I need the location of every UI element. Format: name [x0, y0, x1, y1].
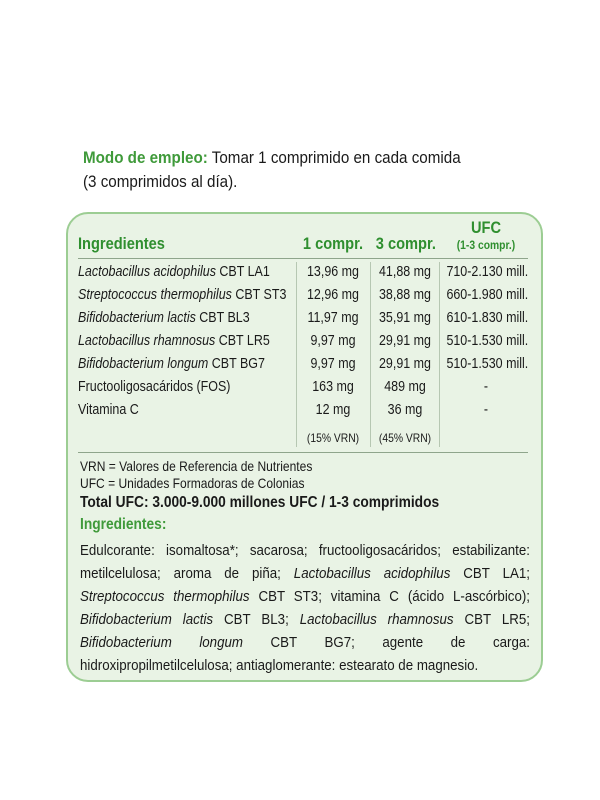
note-ufc: UFC = Unidades Formadoras de Colonias [80, 475, 305, 491]
ufc-value: 610-1.830 mill. [446, 310, 529, 326]
dose-1-value: 9,97 mg [310, 356, 356, 372]
ingredient-strain: CBT BL3 [195, 310, 250, 326]
ingredients-text: Edulcorante: isomaltosa*; sacarosa; fructooligosacáridos; estabilizante: metilcelulosa; aroma de piña; [80, 543, 530, 582]
dose-3-value: 489 mg [384, 379, 426, 395]
dose-1-value: 12 mg [315, 402, 351, 418]
dose-3-value: 29,91 mg [378, 333, 432, 349]
ingredient-species: Bifidobacterium lactis [78, 310, 196, 326]
dose-1-value: 12,96 mg [306, 287, 360, 303]
vrn-percent-1: (15% VRN) [306, 431, 360, 445]
ufc-value: 710-2.130 mill. [446, 264, 529, 280]
ingredient-strain: CBT LR5 [215, 333, 270, 349]
ingredient-species: Bifidobacterium lactis [80, 612, 214, 628]
dose-3-value: 29,91 mg [378, 356, 432, 372]
dose-3-value: 41,88 mg [378, 264, 432, 280]
ingredient-strain: CBT BG7 [208, 356, 265, 372]
ingredient-species: Lactobacillus rhamnosus [299, 612, 454, 628]
dose-3-value: 38,88 mg [378, 287, 432, 303]
ingredient-species: Lactobacillus acidophilus [293, 566, 451, 582]
ingredients-text: CBT LA1; [450, 566, 530, 582]
header-ingredients: Ingredientes [78, 234, 165, 253]
ufc-value: - [483, 379, 489, 395]
ingredient-strain: Vitamina C [78, 402, 139, 418]
ufc-value: - [483, 402, 489, 418]
ingredient-name [78, 264, 301, 280]
ingredients-text: CBT BL3; [213, 612, 300, 628]
usage-instructions [83, 146, 515, 194]
ingredient-species: Streptococcus thermophilus [78, 287, 232, 303]
ingredient-name [78, 287, 320, 303]
ingredient-name [78, 333, 301, 349]
ingredient-strain: CBT ST3 [231, 287, 287, 303]
table-divider [78, 452, 528, 453]
ingredient-name [78, 310, 278, 326]
ufc-value: 510-1.530 mill. [446, 333, 529, 349]
ufc-value: 660-1.980 mill. [446, 287, 529, 303]
dose-1-value: 163 mg [312, 379, 354, 395]
ingredients-list [80, 540, 530, 678]
ingredient-name [78, 402, 149, 418]
header-dose-1: 1 compr. [302, 234, 364, 253]
ingredient-strain: CBT LA1 [215, 264, 270, 280]
ufc-value: 510-1.530 mill. [446, 356, 529, 372]
ingredient-species: Bifidobacterium longum [80, 635, 244, 651]
ingredient-species: Lactobacillus rhamnosus [78, 333, 216, 349]
total-ufc: Total UFC: 3.000-9.000 millones UFC / 1-3 comprimidos [80, 494, 440, 511]
ingredient-name [78, 356, 295, 372]
header-divider [78, 258, 528, 259]
ingredients-text: CBT BG7; agente de carga: hidroxipropilmetilcelulosa; antiaglomerante: estearato de magnesio. [80, 635, 531, 674]
usage-text-line2: (3 comprimidos al día). [83, 173, 238, 191]
ingredient-name [78, 379, 255, 395]
dose-3-value: 35,91 mg [378, 310, 432, 326]
ingredient-species: Bifidobacterium longum [78, 356, 209, 372]
note-vrn: VRN = Valores de Referencia de Nutrientes [80, 458, 313, 474]
ingredient-strain: Fructooligosacáridos (FOS) [78, 379, 231, 395]
ingredients-text: CBT LR5; [453, 612, 530, 628]
dose-1-value: 9,97 mg [310, 333, 356, 349]
ingredients-title: Ingredientes: [80, 516, 167, 533]
ingredient-species: Lactobacillus acidophilus [78, 264, 216, 280]
usage-heading: Modo de empleo: [83, 149, 208, 167]
dose-3-value: 36 mg [387, 402, 423, 418]
vrn-percent-3: (45% VRN) [378, 431, 432, 445]
usage-text-line1: Tomar 1 comprimido en cada comida [207, 149, 461, 167]
dose-1-value: 11,97 mg [307, 310, 359, 326]
ingredient-species: Streptococcus thermophilus [80, 589, 250, 605]
header-ufc-sub: (1-3 compr.) [456, 238, 516, 252]
ingredients-text: CBT ST3; vitamina C (ácido L-ascórbico); [249, 589, 530, 605]
header-dose-3: 3 compr. [375, 234, 436, 253]
dose-1-value: 13,96 mg [306, 264, 360, 280]
header-ufc: UFC [470, 218, 502, 237]
